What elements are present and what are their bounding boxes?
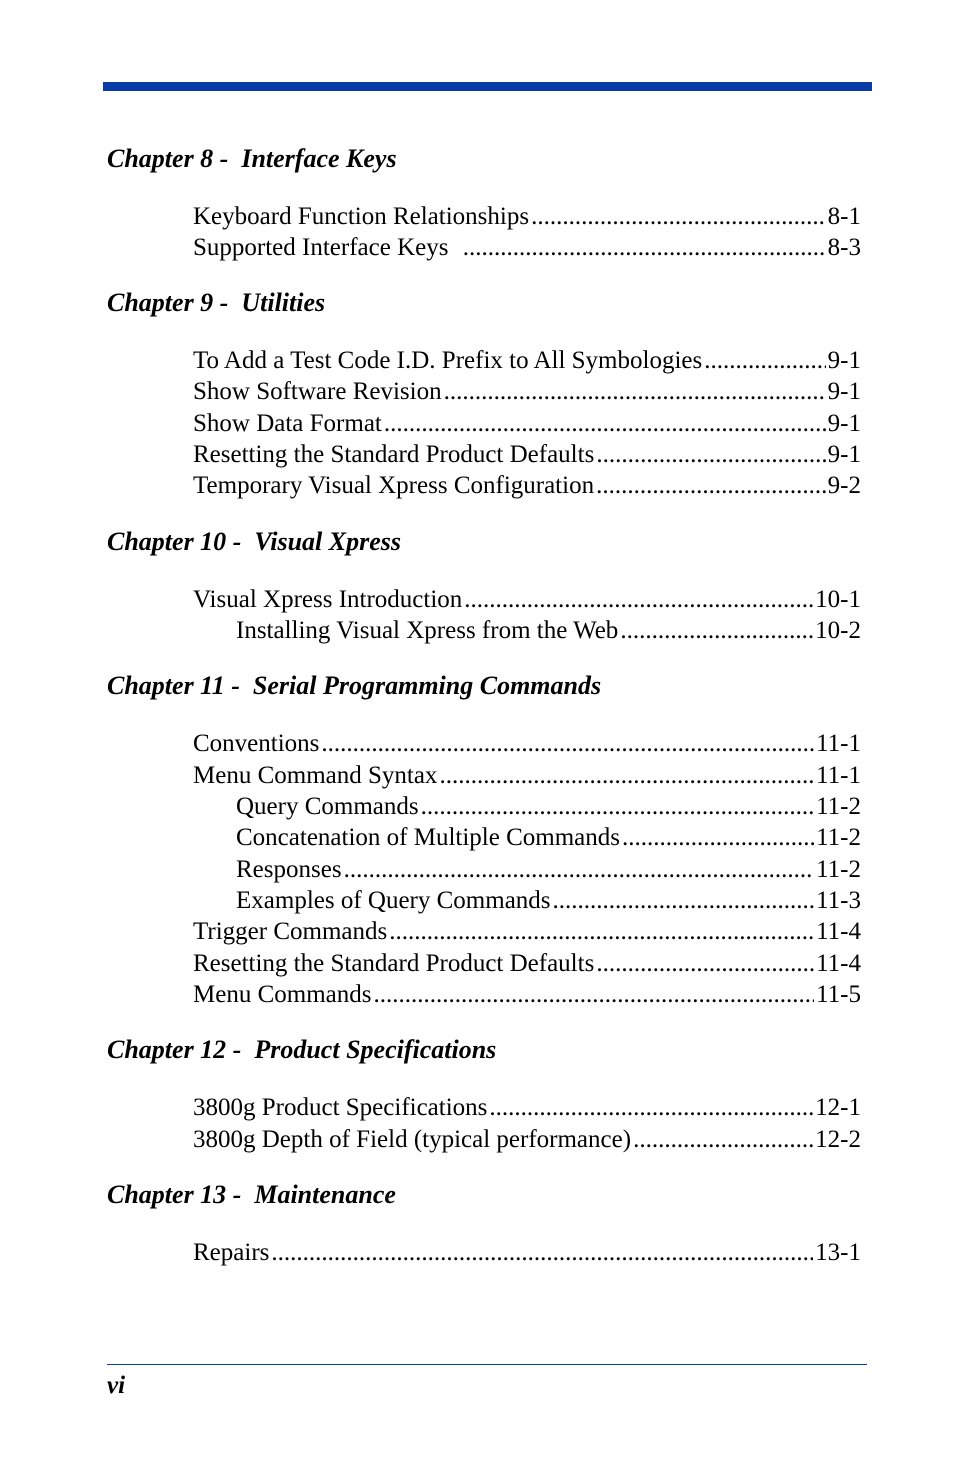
toc-entry-page: 11-5 [816,981,861,1008]
toc-entry-title: Examples of Query Commands [236,887,551,914]
toc-entry[interactable] [193,440,861,470]
chapter-heading: Chapter 12 - Product Specifications [107,1035,497,1064]
toc-entry-page: 9-2 [827,472,861,499]
dot-leader [463,233,826,263]
toc-entry-title: 3800g Product Specifications [193,1094,488,1121]
dot-leader [620,616,813,646]
toc-entry-title: To Add a Test Code I.D. Prefix to All Symbologies [193,347,703,374]
toc-entry-page: 8-1 [827,203,861,230]
toc-entry-page: 10-2 [815,617,861,644]
toc-entry[interactable] [193,471,861,501]
dot-leader [596,949,814,979]
toc-entry-title: Temporary Visual Xpress Configuration [193,472,595,499]
toc-entry-title: Menu Command Syntax [193,762,438,789]
toc-entry[interactable] [193,949,861,979]
toc-entry[interactable] [193,1093,861,1123]
dot-leader [321,729,814,759]
header-rule [103,82,872,91]
toc-entry-title: Show Software Revision [193,378,442,405]
toc-entry-title: 3800g Depth of Field (typical performance) [193,1126,632,1153]
toc-entry-page: 11-2 [816,856,861,883]
toc-entry-title: Repairs [193,1239,270,1266]
toc-entry-page: 9-1 [827,347,861,374]
toc-entry[interactable] [193,1125,861,1155]
toc-entry-title: Keyboard Function Relationships [193,203,530,230]
toc-entry[interactable] [193,346,861,376]
toc-entry[interactable] [193,980,861,1010]
dot-leader [344,855,815,885]
chapter-heading: Chapter 11 - Serial Programming Commands [107,671,602,700]
toc-entry-title: Concatenation of Multiple Commands [236,824,620,851]
dot-leader [531,202,826,232]
toc-entry-page: 11-2 [816,793,861,820]
toc-entry-page: 11-1 [816,730,861,757]
toc-entry[interactable] [193,1238,861,1268]
toc-entry[interactable] [193,585,861,615]
toc-entry[interactable] [193,233,861,263]
toc-entry-page: 12-2 [815,1126,861,1153]
toc-entry-page: 8-3 [827,234,861,261]
toc-entry-title: Supported Interface Keys [193,234,455,261]
chapter-heading: Chapter 8 - Interface Keys [107,144,397,173]
dot-leader [444,377,826,407]
toc-entry-page: 11-4 [816,950,861,977]
chapter-heading: Chapter 9 - Utilities [107,288,326,317]
dot-leader [553,886,815,916]
toc-entry-page: 11-3 [816,887,861,914]
dot-leader [622,823,814,853]
toc-entry-page: 11-1 [816,762,861,789]
dot-leader [704,346,825,376]
toc-entry-page: 9-1 [827,410,861,437]
toc-entry-page: 12-1 [815,1094,861,1121]
toc-entry-page: 9-1 [827,378,861,405]
toc-entry[interactable] [193,761,861,791]
dot-leader [384,409,826,439]
toc-entry-title: Conventions [193,730,320,757]
toc-subentry[interactable] [236,855,861,885]
chapter-heading: Chapter 13 - Maintenance [107,1180,396,1209]
toc-entry-title: Menu Commands [193,981,372,1008]
toc-entry-title: Resetting the Standard Product Defaults [193,441,595,468]
toc-entry[interactable] [193,917,861,947]
dot-leader [596,471,826,501]
footer-rule [107,1364,867,1365]
dot-leader [439,761,814,791]
dot-leader [464,585,813,615]
toc-subentry[interactable] [236,616,861,646]
toc-entry[interactable] [193,729,861,759]
toc-entry-page: 9-1 [827,441,861,468]
toc-subentry[interactable] [236,823,861,853]
toc-entry-title: Resetting the Standard Product Defaults [193,950,595,977]
chapter-heading: Chapter 10 - Visual Xpress [107,527,402,556]
dot-leader [421,792,814,822]
toc-entry-title: Installing Visual Xpress from the Web [236,617,619,644]
toc-entry[interactable] [193,377,861,407]
toc-entry-title: Responses [236,856,342,883]
toc-entry-title: Query Commands [236,793,419,820]
toc-entry[interactable] [193,202,861,232]
toc-entry-title: Show Data Format [193,410,382,437]
dot-leader [389,917,814,947]
toc-entry-page: 13-1 [815,1239,861,1266]
toc-subentry[interactable] [236,886,861,916]
toc-entry-page: 11-2 [816,824,861,851]
dot-leader [373,980,814,1010]
toc-entry-page: 10-1 [815,586,861,613]
toc-entry-title: Trigger Commands [193,918,388,945]
toc-entry[interactable] [193,409,861,439]
dot-leader [489,1093,813,1123]
dot-leader [633,1125,813,1155]
toc-entry-title: Visual Xpress Introduction [193,586,463,613]
dot-leader [271,1238,813,1268]
toc-entry-page: 11-4 [816,918,861,945]
dot-leader [596,440,825,470]
toc-subentry[interactable] [236,792,861,822]
page-number: vi [107,1372,126,1399]
